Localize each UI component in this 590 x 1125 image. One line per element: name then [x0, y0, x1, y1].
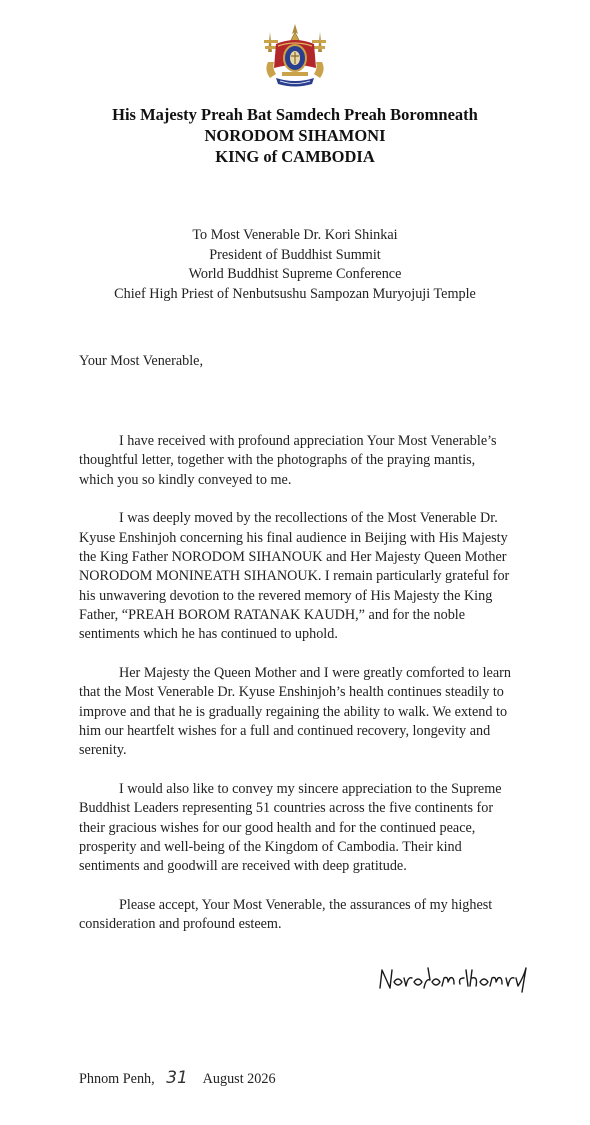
body-paragraph: I have received with profound appreciation Your Most Venerable’s thoughtful letter, together with the photographs of the praying mantis, which you so kindly conveyed to me. — [79, 433, 497, 488]
place: Phnom Penh, — [79, 1071, 155, 1087]
recipient-line: To Most Venerable Dr. Kori Shinkai — [192, 227, 398, 243]
handwritten-signature-icon — [374, 964, 534, 994]
letterhead — [0, 104, 590, 167]
sender-title: His Majesty Preah Bat Samdech Preah Boromneath — [112, 105, 478, 124]
body-paragraph: Please accept, Your Most Venerable, the assurances of my highest consideration and profound esteem. — [79, 896, 493, 933]
body-paragraph: Her Majesty the Queen Mother and I were greatly comforted to learn that the Most Venerable Dr. Kyuse Enshinjoh’s health continues steadily to improve and that he is gradually regaining the ability to walk. We extend to him our heartfelt wishes for a full and continued recovery, longevity and serenity. — [79, 664, 511, 759]
recipient-line: World Buddhist Supreme Conference — [188, 266, 402, 282]
recipient-line: Chief High Priest of Nenbutsushu Sampozan Muryojuji Temple — [114, 285, 476, 302]
date-month-year: August 2026 — [202, 1071, 276, 1087]
recipient-line: President of Buddhist Summit — [209, 246, 381, 263]
sender-office: KING of CAMBODIA — [215, 147, 375, 166]
salutation: Your Most Venerable, — [79, 353, 204, 369]
royal-crest-icon — [258, 22, 332, 92]
body-paragraph: I was deeply moved by the recollections of the Most Venerable Dr. Kyuse Enshinjoh concerning his final audience in Beijing with His Majesty the King Father NORODOM SIHANOUK and Her Majesty Queen Mother NORODOM MONINEATH SIHANOUK. I remain particularly grateful for his unwavering devotion to the revered memory of His Majesty the King Father, “PREAH BOROM RATANAK KAUDH,” and for the noble sentiments which he has continued to uphold. — [79, 510, 510, 643]
date-day: 31 — [166, 1068, 188, 1088]
body-paragraph: I would also like to convey my sincere appreciation to the Supreme Buddhist Leaders representing 51 countries across the five continents for their gracious wishes for our good health and for the continued peace, prosperity and well-being of the Kingdom of Cambodia. Their kind sentiments and goodwill are received with deep gratitude. — [79, 780, 502, 875]
letter-body — [79, 432, 511, 954]
sender-name: NORODOM SIHAMONI — [204, 126, 386, 145]
recipient-block — [0, 226, 590, 304]
date-line — [79, 1068, 276, 1088]
